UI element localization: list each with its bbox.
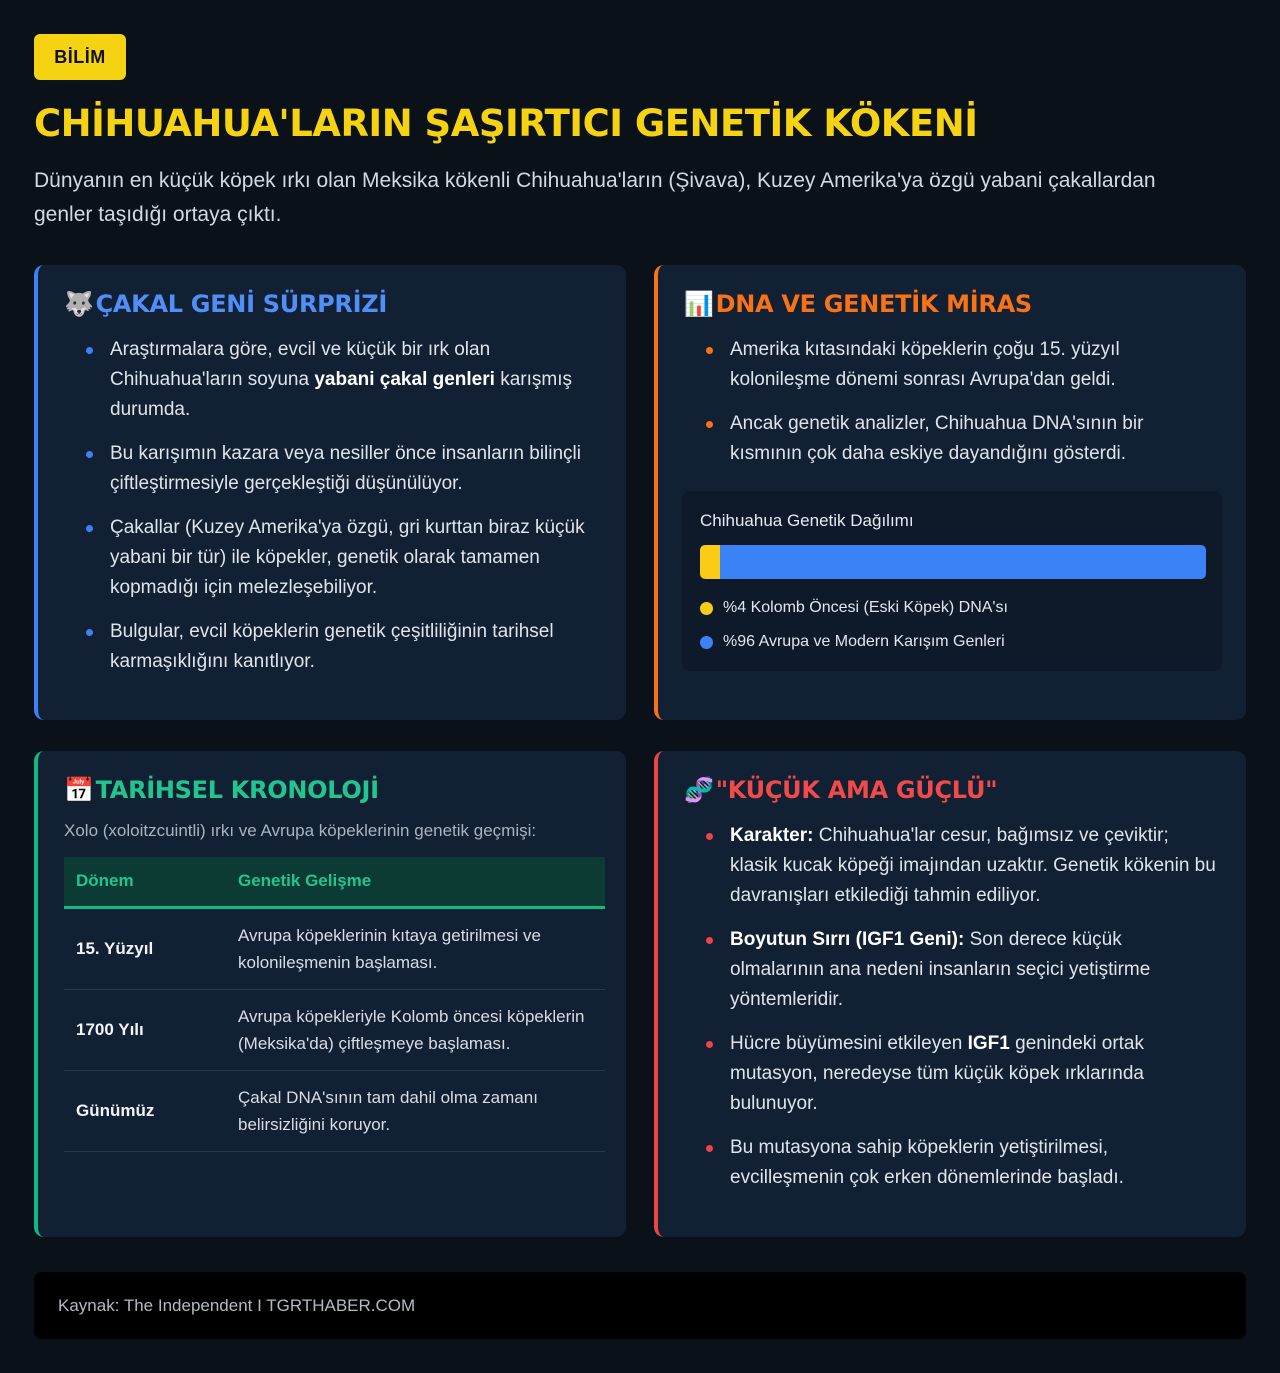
small-but-mighty-list <box>684 821 1220 1193</box>
list-item: Çakallar (Kuzey Amerika'ya özgü, gri kurttan biraz küçük yabani bir tür) ile köpekler, genetik olarak tamamen kopmadığı için melezleşebiliyor. <box>110 513 600 603</box>
wolf-icon: 🐺 <box>64 290 94 318</box>
legend-label: %96 Avrupa ve Modern Karışım Genleri <box>723 633 1005 650</box>
cell-period: 15. Yüzyıl <box>64 907 226 989</box>
legend-label: %4 Kolomb Öncesi (Eski Köpek) DNA'sı <box>723 599 1008 616</box>
list-item: Bu mutasyona sahip köpeklerin yetiştirilmesi, evcilleşmenin çok erken dönemlerinde başladı. <box>730 1133 1220 1193</box>
legend-dot <box>700 602 713 615</box>
category-tag: BİLİM <box>34 34 126 80</box>
cell-event: Avrupa köpeklerinin kıtaya getirilmesi ve kolonileşmenin başlaması. <box>226 907 605 989</box>
dna-icon: 🧬 <box>684 776 714 804</box>
page-subtitle: Dünyanın en küçük köpek ırkı olan Meksika kökenli Chihuahua'ların (Şivava), Kuzey Amerika'ya özgü yabani çakallardan genler taşıdığı ortaya çıktı. <box>34 169 1156 226</box>
column-header-development: Genetik Gelişme <box>226 857 605 907</box>
cell-event: Avrupa köpekleriyle Kolomb öncesi köpeklerin (Meksika'da) çiftleşmeye başlaması. <box>226 989 605 1070</box>
timeline-heading <box>64 775 600 805</box>
calendar-icon: 📅 <box>64 776 94 804</box>
list-item: Araştırmalara göre, evcil ve küçük bir ırk olan Chihuahua'ların soyuna yabani çakal genleri karışmış durumda. <box>110 335 600 425</box>
segment-precolumbian <box>700 545 720 579</box>
list-item: Hücre büyümesini etkileyen IGF1 genindeki ortak mutasyon, neredeyse tüm küçük köpek ırklarında bulunuyor. <box>730 1029 1220 1119</box>
dna-heritage-list <box>684 335 1220 469</box>
cell-period: 1700 Yılı <box>64 989 226 1070</box>
small-but-mighty-title: "KÜÇÜK AMA GÜÇLÜ" <box>715 776 998 804</box>
list-item: Amerika kıtasındaki köpeklerin çoğu 15. yüzyıl kolonileşme dönemi sonrası Avrupa'dan geldi. <box>730 335 1220 395</box>
small-but-mighty-card <box>654 751 1246 1237</box>
legend-item-european <box>700 633 1204 651</box>
dna-heritage-card <box>654 265 1246 720</box>
list-item: Bu karışımın kazara veya nesiller önce insanların bilinçli çiftleştirmesiyle gerçekleştiği düşünülüyor. <box>110 439 600 499</box>
timeline-table <box>64 857 605 1152</box>
table-row <box>64 1070 605 1151</box>
source-footer: Kaynak: The Independent I TGRTHABER.COM <box>34 1272 1246 1339</box>
jackal-gene-title: ÇAKAL GENİ SÜRPRİZİ <box>95 290 387 318</box>
table-row <box>64 907 605 989</box>
genetic-distribution-bar <box>700 545 1206 579</box>
column-header-period: Dönem <box>64 857 226 907</box>
genetic-distribution-title: Chihuahua Genetik Dağılımı <box>700 511 914 530</box>
table-header-row <box>64 857 605 907</box>
timeline-title: TARİHSEL KRONOLOJİ <box>95 776 379 804</box>
list-item: Boyutun Sırrı (IGF1 Geni): Son derece küçük olmalarının ana nedeni insanların seçici yetiştirme yöntemleridir. <box>730 925 1220 1015</box>
timeline-card <box>34 751 626 1237</box>
jackal-gene-heading <box>64 289 600 319</box>
bar-chart-icon: 📊 <box>684 290 714 318</box>
list-item: Karakter: Chihuahua'lar cesur, bağımsız ve çeviktir; klasik kucak köpeği imajından uzaktır. Genetik kökenin bu davranışları etkilediği tahmin ediliyor. <box>730 821 1220 911</box>
cell-period: Günümüz <box>64 1070 226 1151</box>
list-item: Bulgular, evcil köpeklerin genetik çeşitliliğinin tarihsel karmaşıklığını kanıtlıyor. <box>110 617 600 677</box>
table-row <box>64 989 605 1070</box>
legend-item-precolumbian <box>700 599 1204 617</box>
jackal-gene-list <box>64 335 600 677</box>
genetic-distribution-panel <box>682 491 1222 671</box>
dna-heritage-heading <box>684 289 1220 319</box>
jackal-gene-card <box>34 265 626 720</box>
segment-european <box>720 545 1206 579</box>
small-but-mighty-heading <box>684 775 1220 805</box>
page-title: CHİHUAHUA'LARIN ŞAŞIRTICI GENETİK KÖKENİ <box>34 102 978 145</box>
cell-event: Çakal DNA'sının tam dahil olma zamanı belirsizliğini koruyor. <box>226 1070 605 1151</box>
list-item: Ancak genetik analizler, Chihuahua DNA'sının bir kısmının çok daha eskiye dayandığını gösterdi. <box>730 409 1220 469</box>
timeline-intro: Xolo (xoloitzcuintli) ırkı ve Avrupa köpeklerinin genetik geçmişi: <box>64 821 537 840</box>
dna-heritage-title: DNA VE GENETİK MİRAS <box>715 290 1032 318</box>
legend-dot <box>700 636 713 649</box>
